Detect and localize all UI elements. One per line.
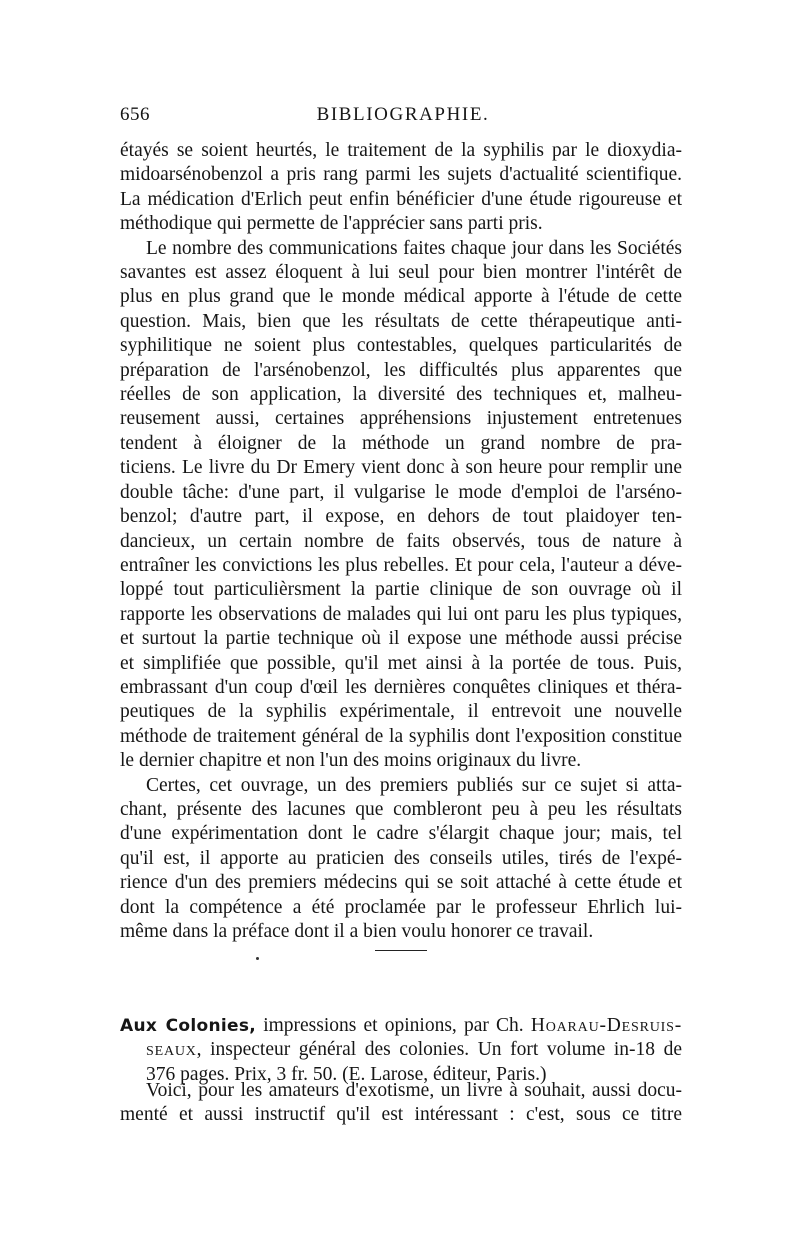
review-body <box>120 1079 682 1128</box>
text-line: rapporte les observations de malades qui lui ont paru les plus typiques, <box>120 603 682 625</box>
text-line: et surtout la partie technique où il expose une méthode aussi précise <box>120 628 682 650</box>
page-number: 656 <box>120 104 150 125</box>
text-line: Le nombre des communications faites chaque jour dans les Sociétés <box>146 237 682 259</box>
text-line: rience d'un des premiers médecins qui se soit attaché à cette étude et <box>120 872 682 894</box>
text-line: La médication d'Erlich peut enfin bénéficier d'une étude rigoureuse et <box>120 188 682 210</box>
text-line: menté et aussi instructif qu'il est intéressant : c'est, sous ce titre <box>120 1104 682 1126</box>
text-line: reusement aussi, certaines appréhensions injustement entretenues <box>120 408 682 430</box>
text-line: et simplifiée que possible, qu'il met ainsi à la portée de tous. Puis, <box>120 652 682 674</box>
text-line: plus en plus grand que le monde médical apporte à l'étude de cette <box>120 286 682 308</box>
review-heading-line <box>120 1014 682 1038</box>
text-line: question. Mais, bien que les résultats de cette thérapeutique anti- <box>120 310 682 332</box>
text-line: dont la compétence a été proclamée par le professeur Ehrlich lui- <box>120 896 682 918</box>
text-line: étayés se soient heurtés, le traitement de la syphilis par le dioxydia- <box>120 140 682 161</box>
review-subtitle: impressions et opinions, par Ch. <box>256 1015 531 1036</box>
page-header <box>120 104 686 134</box>
paragraph-2 <box>120 237 682 774</box>
text-line: Voici, pour les amateurs d'exotisme, un livre à souhait, aussi docu- <box>146 1080 682 1101</box>
text-line: méthode de traitement général de la syphilis dont l'exposition constitue <box>120 725 682 747</box>
text-line: chant, présente des lacunes que combleront peu à peu les résultats <box>120 798 682 820</box>
text-line: même dans la préface dont il a bien voulu honorer ce travail. <box>120 921 594 942</box>
text-line: entraîner les convictions les plus rebelles. Et pour cela, l'auteur a déve- <box>120 554 682 576</box>
ink-speck <box>256 957 259 960</box>
text-line: méthodique qui permette de l'apprécier sans parti pris. <box>120 213 543 235</box>
text-line: d'une expérimentation dont le cadre s'élargit chaque jour; mais, tel <box>120 823 682 845</box>
text-line: double tâche: d'une part, il vulgarise le mode d'emploi de l'arséno- <box>120 481 682 503</box>
text-line: peutiques de la syphilis expérimentale, il entrevoit une nouvelle <box>120 701 682 723</box>
text-line: savantes est assez éloquent à lui seul pour bien montrer l'intérêt de <box>120 262 682 284</box>
text-line: tendent à éloigner de la méthode un grand nombre de pra- <box>120 432 682 454</box>
review-entry <box>120 1014 682 1087</box>
review-author: Hoarau-Desruis- <box>530 1015 682 1036</box>
body-text <box>120 139 682 944</box>
text-line: qu'il est, il apporte au praticien des conseils utiles, tirés de l'expé- <box>120 847 682 869</box>
review-publication-info: 376 pages. Prix, 3 fr. 50. (E. Larose, éditeur, Paris.) <box>146 1063 547 1085</box>
text-line: embrassant d'un coup d'œil les dernières conquêtes cliniques et théra- <box>120 676 682 698</box>
paragraph-3 <box>120 774 682 945</box>
text-line: réelles de son application, la diversité des techniques et, malheu- <box>120 384 682 406</box>
section-separator <box>375 950 427 951</box>
paragraph-1 <box>120 139 682 237</box>
text-line: midoarsénobenzol a pris rang parmi les sujets d'actualité scientifique. <box>120 164 682 186</box>
text-line: ticiens. Le livre du Dr Emery vient donc à son heure pour remplir une <box>120 457 682 479</box>
text-line: syphilitique ne soient plus contestables, quelques particularités de <box>120 335 682 357</box>
text-line: Certes, cet ouvrage, un des premiers publiés sur ce sujet si atta- <box>146 774 682 796</box>
text-line: préparation de l'arsénobenzol, les difficultés plus apparentes que <box>120 359 682 381</box>
review-author-cont: seaux <box>146 1039 197 1061</box>
review-title: Aux Colonies, <box>120 1016 257 1036</box>
review-details: , inspecteur général des colonies. Un fort volume in-18 de <box>196 1039 682 1061</box>
text-line: dancieux, un certain nombre de faits observés, tous de nature à <box>120 530 682 552</box>
text-line: benzol; d'autre part, il expose, en dehors de tout plaidoyer ten- <box>120 506 682 528</box>
running-title: BIBLIOGRAPHIE. <box>316 104 490 125</box>
review-heading-line <box>120 1038 682 1062</box>
text-line: loppé tout particulièrsment la partie clinique de son ouvrage où il <box>120 579 682 601</box>
text-line: le dernier chapitre et non l'un des moins originaux du livre. <box>120 750 582 772</box>
